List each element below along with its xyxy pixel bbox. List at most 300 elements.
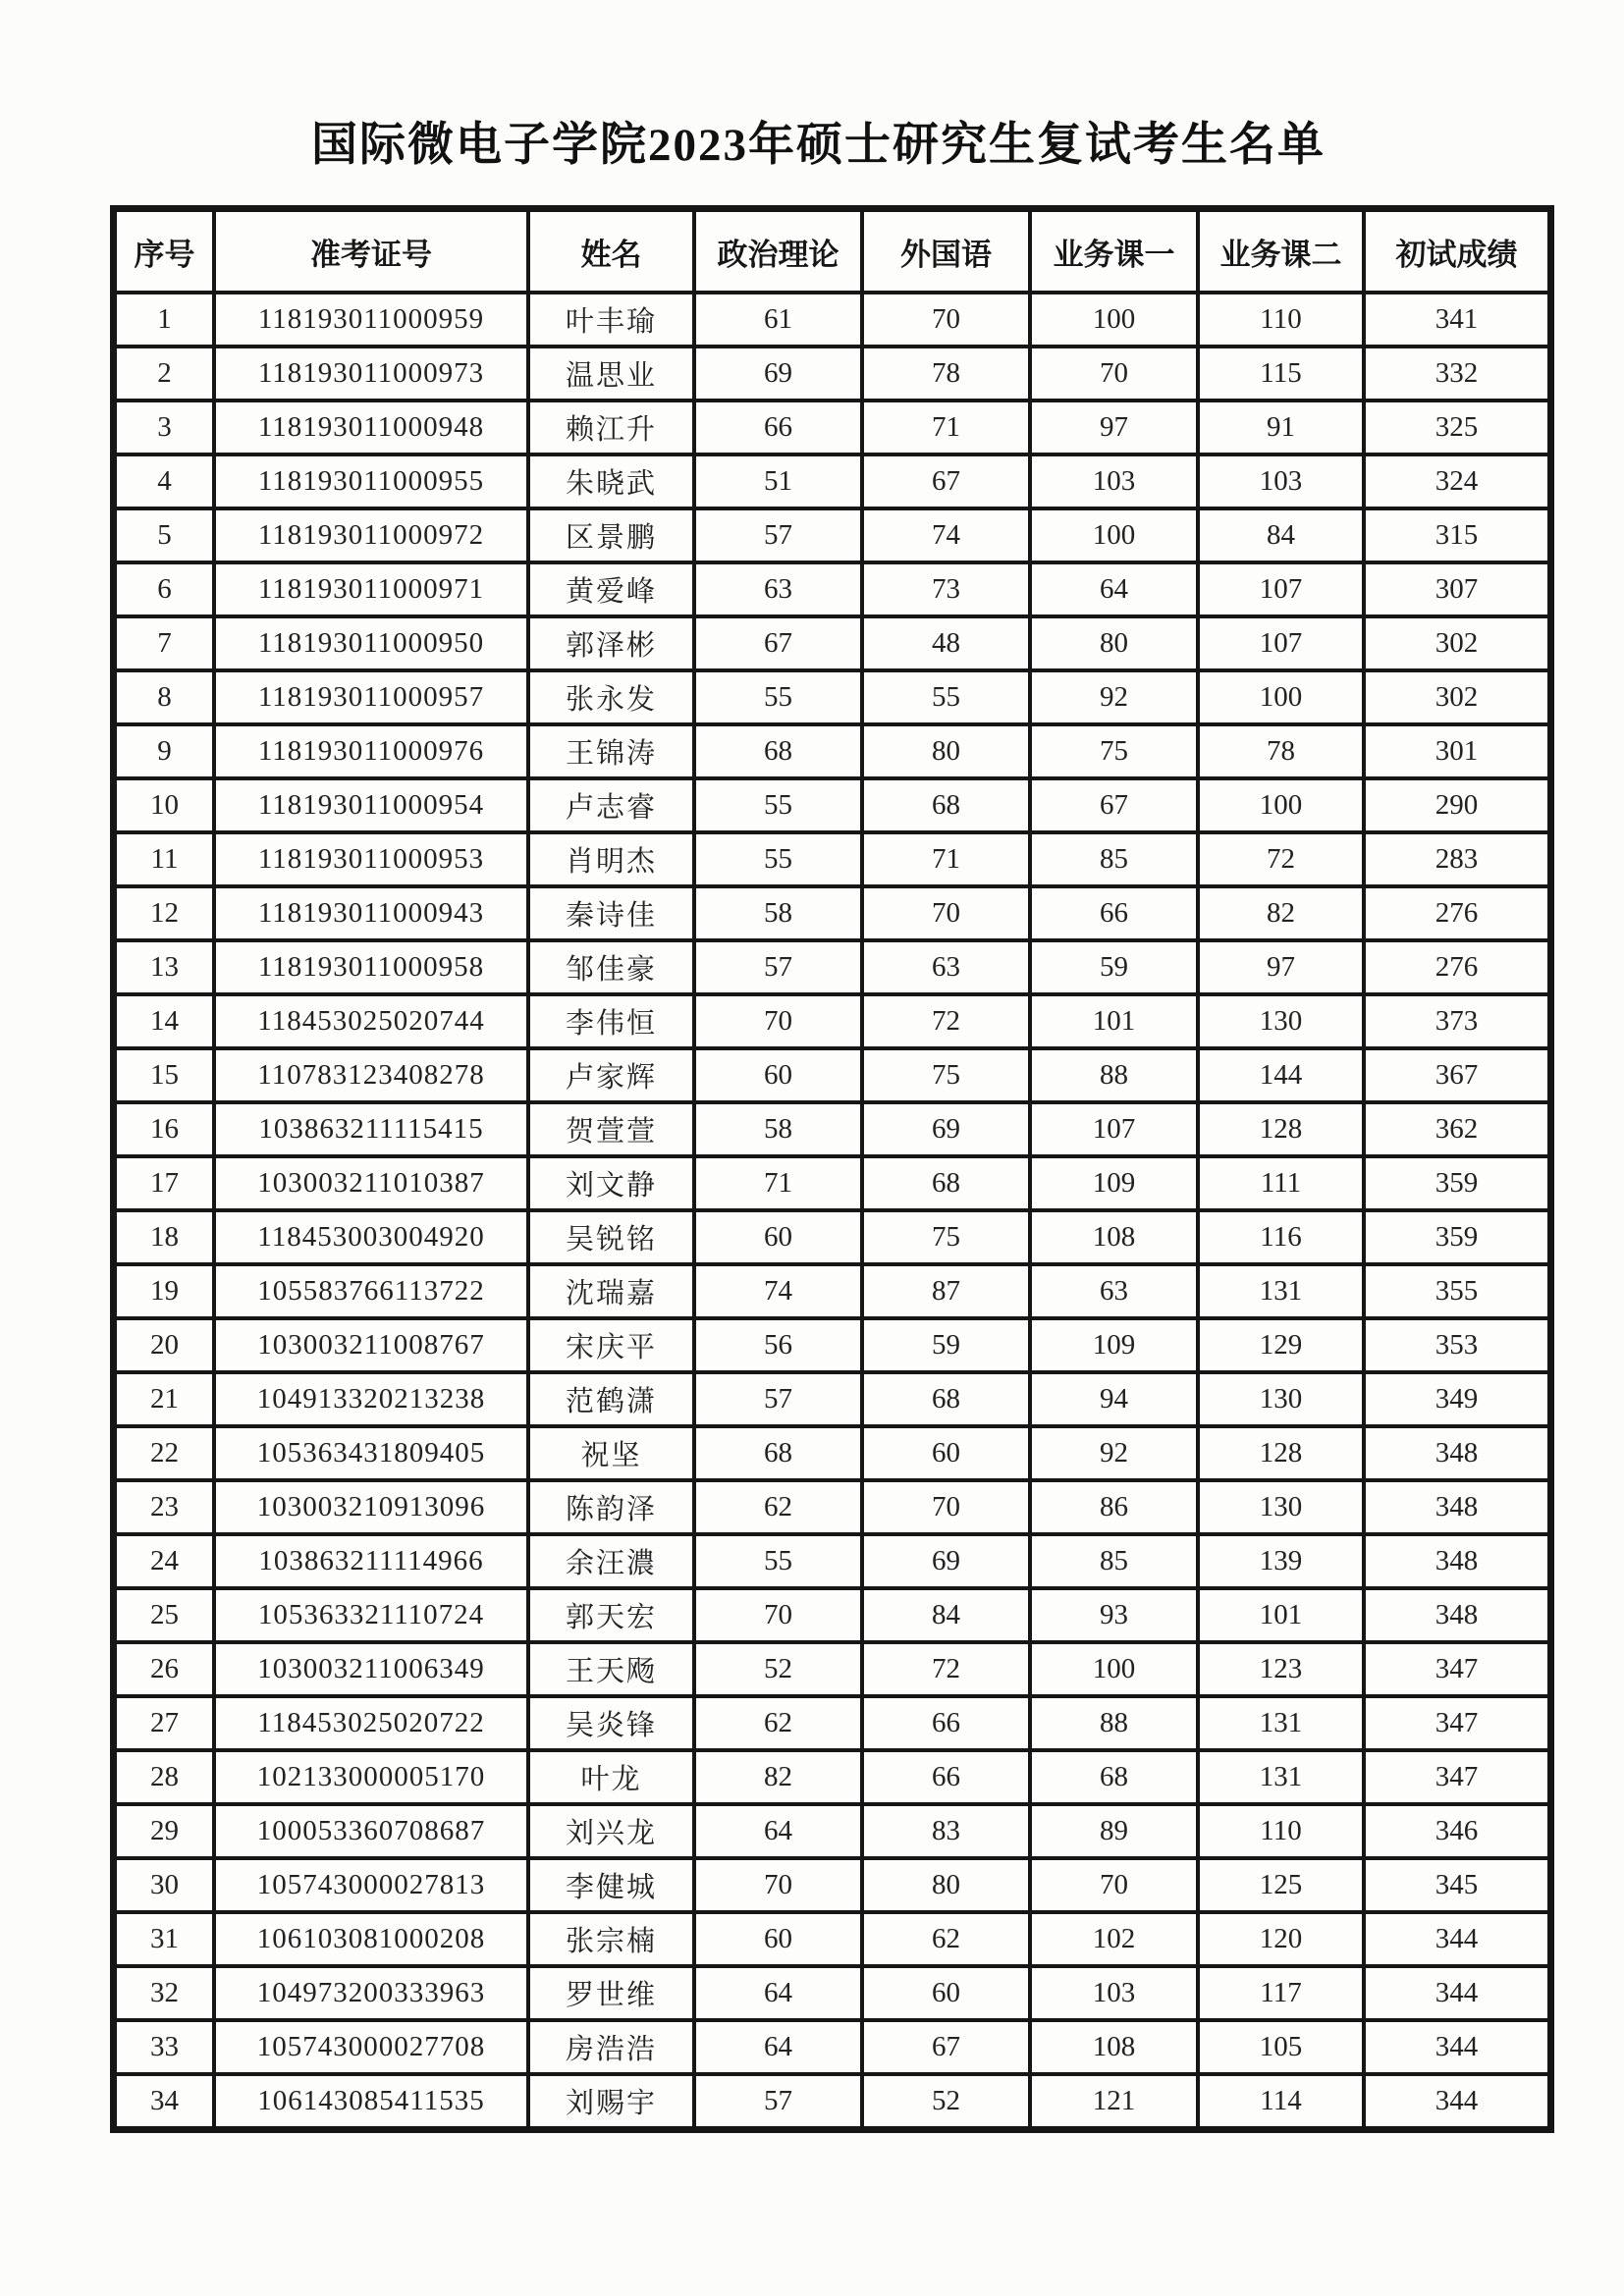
table-header bbox=[114, 209, 1551, 294]
cell-total-score: 315 bbox=[1364, 508, 1551, 562]
cell-course1-score: 92 bbox=[1030, 670, 1198, 724]
cell-course1-score: 67 bbox=[1030, 778, 1198, 832]
page-title: 国际微电子学院2023年硕士研究生复试考生名单 bbox=[311, 120, 1326, 171]
cell-foreign-language-score: 69 bbox=[862, 1102, 1030, 1156]
cell-admission-number: 118193011000973 bbox=[214, 347, 528, 400]
table-row bbox=[114, 1912, 1551, 1966]
cell-foreign-language-score: 73 bbox=[862, 562, 1030, 616]
cell-course2-score: 82 bbox=[1198, 886, 1364, 940]
cell-index: 18 bbox=[114, 1210, 215, 1264]
table-row bbox=[114, 562, 1551, 616]
cell-name: 余汪濃 bbox=[528, 1534, 694, 1588]
cell-foreign-language-score: 59 bbox=[862, 1318, 1030, 1372]
cell-total-score: 353 bbox=[1364, 1318, 1551, 1372]
cell-course1-score: 92 bbox=[1030, 1426, 1198, 1480]
cell-name: 宋庆平 bbox=[528, 1318, 694, 1372]
cell-foreign-language-score: 60 bbox=[862, 1426, 1030, 1480]
cell-admission-number: 102133000005170 bbox=[214, 1750, 528, 1804]
cell-name: 罗世维 bbox=[528, 1966, 694, 2020]
cell-foreign-language-score: 66 bbox=[862, 1750, 1030, 1804]
cell-admission-number: 103863211114966 bbox=[214, 1534, 528, 1588]
cell-politics-score: 66 bbox=[694, 400, 862, 454]
cell-course1-score: 100 bbox=[1030, 293, 1198, 347]
cell-name: 叶丰瑜 bbox=[528, 293, 694, 347]
cell-course1-score: 70 bbox=[1030, 1858, 1198, 1912]
cell-total-score: 283 bbox=[1364, 832, 1551, 886]
cell-admission-number: 105743000027708 bbox=[214, 2020, 528, 2074]
cell-course2-score: 111 bbox=[1198, 1156, 1364, 1210]
table-row bbox=[114, 1642, 1551, 1696]
table-row bbox=[114, 1804, 1551, 1858]
cell-foreign-language-score: 52 bbox=[862, 2074, 1030, 2130]
cell-total-score: 348 bbox=[1364, 1588, 1551, 1642]
cell-total-score: 348 bbox=[1364, 1480, 1551, 1534]
cell-admission-number: 100053360708687 bbox=[214, 1804, 528, 1858]
cell-course2-score: 114 bbox=[1198, 2074, 1364, 2130]
cell-admission-number: 103003211006349 bbox=[214, 1642, 528, 1696]
table-row bbox=[114, 1534, 1551, 1588]
cell-name: 朱晓武 bbox=[528, 454, 694, 508]
cell-index: 24 bbox=[114, 1534, 215, 1588]
cell-course2-score: 100 bbox=[1198, 778, 1364, 832]
cell-course2-score: 120 bbox=[1198, 1912, 1364, 1966]
cell-admission-number: 104913320213238 bbox=[214, 1372, 528, 1426]
cell-course1-score: 59 bbox=[1030, 940, 1198, 994]
col-header-name: 姓名 bbox=[528, 209, 694, 294]
cell-total-score: 362 bbox=[1364, 1102, 1551, 1156]
cell-name: 贺萱萱 bbox=[528, 1102, 694, 1156]
table-row bbox=[114, 2020, 1551, 2074]
cell-admission-number: 105743000027813 bbox=[214, 1858, 528, 1912]
cell-foreign-language-score: 62 bbox=[862, 1912, 1030, 1966]
cell-foreign-language-score: 75 bbox=[862, 1048, 1030, 1102]
cell-politics-score: 55 bbox=[694, 1534, 862, 1588]
cell-foreign-language-score: 80 bbox=[862, 1858, 1030, 1912]
cell-politics-score: 70 bbox=[694, 1858, 862, 1912]
table-row bbox=[114, 994, 1551, 1048]
table-row bbox=[114, 1750, 1551, 1804]
cell-total-score: 344 bbox=[1364, 2020, 1551, 2074]
cell-politics-score: 58 bbox=[694, 886, 862, 940]
cell-index: 11 bbox=[114, 832, 215, 886]
cell-index: 7 bbox=[114, 616, 215, 670]
cell-politics-score: 57 bbox=[694, 508, 862, 562]
cell-admission-number: 106143085411535 bbox=[214, 2074, 528, 2130]
cell-total-score: 344 bbox=[1364, 2074, 1551, 2130]
cell-name: 王锦涛 bbox=[528, 724, 694, 778]
cell-course2-score: 116 bbox=[1198, 1210, 1364, 1264]
cell-index: 12 bbox=[114, 886, 215, 940]
cell-politics-score: 62 bbox=[694, 1696, 862, 1750]
table-body bbox=[114, 293, 1551, 2130]
cell-course2-score: 139 bbox=[1198, 1534, 1364, 1588]
cell-total-score: 347 bbox=[1364, 1750, 1551, 1804]
cell-name: 刘赐宇 bbox=[528, 2074, 694, 2130]
cell-course1-score: 97 bbox=[1030, 400, 1198, 454]
cell-politics-score: 55 bbox=[694, 832, 862, 886]
table-row bbox=[114, 1264, 1551, 1318]
table-row bbox=[114, 1210, 1551, 1264]
cell-politics-score: 55 bbox=[694, 670, 862, 724]
table-row bbox=[114, 1426, 1551, 1480]
cell-name: 卢志睿 bbox=[528, 778, 694, 832]
cell-foreign-language-score: 66 bbox=[862, 1696, 1030, 1750]
header-row bbox=[114, 209, 1551, 294]
cell-politics-score: 57 bbox=[694, 1372, 862, 1426]
cell-course2-score: 130 bbox=[1198, 1480, 1364, 1534]
cell-index: 8 bbox=[114, 670, 215, 724]
cell-name: 沈瑞嘉 bbox=[528, 1264, 694, 1318]
col-header-course2-score: 业务课二 bbox=[1198, 209, 1364, 294]
cell-name: 卢家辉 bbox=[528, 1048, 694, 1102]
table-row bbox=[114, 1966, 1551, 2020]
cell-index: 27 bbox=[114, 1696, 215, 1750]
cell-name: 郭天宏 bbox=[528, 1588, 694, 1642]
cell-course2-score: 115 bbox=[1198, 347, 1364, 400]
cell-foreign-language-score: 60 bbox=[862, 1966, 1030, 2020]
table-row bbox=[114, 1858, 1551, 1912]
cell-politics-score: 57 bbox=[694, 2074, 862, 2130]
cell-foreign-language-score: 72 bbox=[862, 994, 1030, 1048]
cell-course1-score: 85 bbox=[1030, 1534, 1198, 1588]
cell-admission-number: 104973200333963 bbox=[214, 1966, 528, 2020]
cell-admission-number: 118453003004920 bbox=[214, 1210, 528, 1264]
cell-admission-number: 105363431809405 bbox=[214, 1426, 528, 1480]
cell-total-score: 302 bbox=[1364, 616, 1551, 670]
cell-admission-number: 118193011000959 bbox=[214, 293, 528, 347]
cell-admission-number: 118193011000954 bbox=[214, 778, 528, 832]
cell-admission-number: 118193011000958 bbox=[214, 940, 528, 994]
cell-total-score: 367 bbox=[1364, 1048, 1551, 1102]
cell-foreign-language-score: 83 bbox=[862, 1804, 1030, 1858]
cell-foreign-language-score: 80 bbox=[862, 724, 1030, 778]
cell-foreign-language-score: 70 bbox=[862, 886, 1030, 940]
cell-name: 刘文静 bbox=[528, 1156, 694, 1210]
cell-course2-score: 97 bbox=[1198, 940, 1364, 994]
table-row bbox=[114, 347, 1551, 400]
cell-name: 李健城 bbox=[528, 1858, 694, 1912]
cell-course1-score: 121 bbox=[1030, 2074, 1198, 2130]
cell-total-score: 325 bbox=[1364, 400, 1551, 454]
table-row bbox=[114, 724, 1551, 778]
cell-total-score: 341 bbox=[1364, 293, 1551, 347]
cell-course1-score: 93 bbox=[1030, 1588, 1198, 1642]
cell-index: 33 bbox=[114, 2020, 215, 2074]
cell-politics-score: 60 bbox=[694, 1210, 862, 1264]
cell-index: 23 bbox=[114, 1480, 215, 1534]
table-row bbox=[114, 1318, 1551, 1372]
cell-admission-number: 118453025020722 bbox=[214, 1696, 528, 1750]
cell-total-score: 373 bbox=[1364, 994, 1551, 1048]
cell-course1-score: 64 bbox=[1030, 562, 1198, 616]
cell-course2-score: 107 bbox=[1198, 562, 1364, 616]
cell-index: 4 bbox=[114, 454, 215, 508]
cell-foreign-language-score: 78 bbox=[862, 347, 1030, 400]
cell-total-score: 290 bbox=[1364, 778, 1551, 832]
cell-course1-score: 107 bbox=[1030, 1102, 1198, 1156]
cell-foreign-language-score: 69 bbox=[862, 1534, 1030, 1588]
cell-course2-score: 72 bbox=[1198, 832, 1364, 886]
cell-index: 2 bbox=[114, 347, 215, 400]
cell-course1-score: 108 bbox=[1030, 1210, 1198, 1264]
table-row bbox=[114, 454, 1551, 508]
cell-politics-score: 70 bbox=[694, 994, 862, 1048]
cell-admission-number: 103003211010387 bbox=[214, 1156, 528, 1210]
table-row bbox=[114, 886, 1551, 940]
cell-index: 1 bbox=[114, 293, 215, 347]
cell-course1-score: 108 bbox=[1030, 2020, 1198, 2074]
cell-index: 31 bbox=[114, 1912, 215, 1966]
cell-total-score: 302 bbox=[1364, 670, 1551, 724]
cell-politics-score: 64 bbox=[694, 1966, 862, 2020]
cell-course2-score: 107 bbox=[1198, 616, 1364, 670]
cell-admission-number: 118193011000948 bbox=[214, 400, 528, 454]
cell-total-score: 348 bbox=[1364, 1534, 1551, 1588]
cell-politics-score: 74 bbox=[694, 1264, 862, 1318]
col-header-total-score: 初试成绩 bbox=[1364, 209, 1551, 294]
cell-total-score: 345 bbox=[1364, 1858, 1551, 1912]
cell-politics-score: 51 bbox=[694, 454, 862, 508]
cell-foreign-language-score: 70 bbox=[862, 293, 1030, 347]
cell-name: 吴炎锋 bbox=[528, 1696, 694, 1750]
col-header-politics-score: 政治理论 bbox=[694, 209, 862, 294]
cell-name: 赖江升 bbox=[528, 400, 694, 454]
col-header-index: 序号 bbox=[114, 209, 215, 294]
cell-course1-score: 102 bbox=[1030, 1912, 1198, 1966]
cell-foreign-language-score: 68 bbox=[862, 1372, 1030, 1426]
cell-course2-score: 103 bbox=[1198, 454, 1364, 508]
cell-politics-score: 61 bbox=[694, 293, 862, 347]
cell-course1-score: 88 bbox=[1030, 1696, 1198, 1750]
cell-admission-number: 118193011000950 bbox=[214, 616, 528, 670]
cell-total-score: 332 bbox=[1364, 347, 1551, 400]
cell-index: 34 bbox=[114, 2074, 215, 2130]
cell-course1-score: 89 bbox=[1030, 1804, 1198, 1858]
cell-name: 秦诗佳 bbox=[528, 886, 694, 940]
cell-course2-score: 129 bbox=[1198, 1318, 1364, 1372]
table-row bbox=[114, 832, 1551, 886]
cell-politics-score: 68 bbox=[694, 1426, 862, 1480]
cell-index: 17 bbox=[114, 1156, 215, 1210]
cell-politics-score: 69 bbox=[694, 347, 862, 400]
cell-total-score: 344 bbox=[1364, 1966, 1551, 2020]
cell-foreign-language-score: 72 bbox=[862, 1642, 1030, 1696]
cell-course2-score: 91 bbox=[1198, 400, 1364, 454]
cell-course2-score: 84 bbox=[1198, 508, 1364, 562]
cell-name: 陈韵泽 bbox=[528, 1480, 694, 1534]
cell-name: 房浩浩 bbox=[528, 2020, 694, 2074]
candidate-roster-table bbox=[110, 205, 1554, 2133]
cell-index: 9 bbox=[114, 724, 215, 778]
cell-name: 张宗楠 bbox=[528, 1912, 694, 1966]
cell-course2-score: 78 bbox=[1198, 724, 1364, 778]
cell-foreign-language-score: 55 bbox=[862, 670, 1030, 724]
table-row bbox=[114, 616, 1551, 670]
cell-admission-number: 106103081000208 bbox=[214, 1912, 528, 1966]
cell-course2-score: 144 bbox=[1198, 1048, 1364, 1102]
cell-course2-score: 130 bbox=[1198, 994, 1364, 1048]
cell-foreign-language-score: 68 bbox=[862, 778, 1030, 832]
cell-politics-score: 63 bbox=[694, 562, 862, 616]
cell-admission-number: 105583766113722 bbox=[214, 1264, 528, 1318]
col-header-admission-number: 准考证号 bbox=[214, 209, 528, 294]
cell-name: 范鹤潇 bbox=[528, 1372, 694, 1426]
cell-foreign-language-score: 75 bbox=[862, 1210, 1030, 1264]
cell-index: 14 bbox=[114, 994, 215, 1048]
cell-total-score: 344 bbox=[1364, 1912, 1551, 1966]
cell-admission-number: 118193011000971 bbox=[214, 562, 528, 616]
table-row bbox=[114, 2074, 1551, 2130]
cell-politics-score: 68 bbox=[694, 724, 862, 778]
cell-politics-score: 58 bbox=[694, 1102, 862, 1156]
cell-course1-score: 103 bbox=[1030, 454, 1198, 508]
cell-index: 30 bbox=[114, 1858, 215, 1912]
cell-total-score: 349 bbox=[1364, 1372, 1551, 1426]
cell-politics-score: 82 bbox=[694, 1750, 862, 1804]
cell-course1-score: 80 bbox=[1030, 616, 1198, 670]
table-row bbox=[114, 940, 1551, 994]
cell-index: 28 bbox=[114, 1750, 215, 1804]
cell-course1-score: 66 bbox=[1030, 886, 1198, 940]
cell-admission-number: 118193011000955 bbox=[214, 454, 528, 508]
cell-foreign-language-score: 70 bbox=[862, 1480, 1030, 1534]
table-row bbox=[114, 1372, 1551, 1426]
cell-course2-score: 117 bbox=[1198, 1966, 1364, 2020]
col-header-course1-score: 业务课一 bbox=[1030, 209, 1198, 294]
cell-name: 吴锐铭 bbox=[528, 1210, 694, 1264]
cell-course1-score: 75 bbox=[1030, 724, 1198, 778]
cell-total-score: 276 bbox=[1364, 940, 1551, 994]
cell-course2-score: 105 bbox=[1198, 2020, 1364, 2074]
table-row bbox=[114, 1480, 1551, 1534]
cell-total-score: 347 bbox=[1364, 1642, 1551, 1696]
cell-admission-number: 118193011000953 bbox=[214, 832, 528, 886]
cell-politics-score: 67 bbox=[694, 616, 862, 670]
cell-admission-number: 118193011000957 bbox=[214, 670, 528, 724]
cell-course2-score: 131 bbox=[1198, 1750, 1364, 1804]
cell-name: 区景鹏 bbox=[528, 508, 694, 562]
cell-admission-number: 118193011000972 bbox=[214, 508, 528, 562]
cell-admission-number: 110783123408278 bbox=[214, 1048, 528, 1102]
cell-index: 5 bbox=[114, 508, 215, 562]
cell-total-score: 348 bbox=[1364, 1426, 1551, 1480]
cell-politics-score: 64 bbox=[694, 2020, 862, 2074]
cell-politics-score: 55 bbox=[694, 778, 862, 832]
cell-foreign-language-score: 63 bbox=[862, 940, 1030, 994]
cell-course2-score: 110 bbox=[1198, 293, 1364, 347]
cell-course1-score: 85 bbox=[1030, 832, 1198, 886]
table-row bbox=[114, 1156, 1551, 1210]
table-row bbox=[114, 778, 1551, 832]
cell-politics-score: 70 bbox=[694, 1588, 862, 1642]
cell-name: 温思业 bbox=[528, 347, 694, 400]
cell-course2-score: 131 bbox=[1198, 1264, 1364, 1318]
cell-course2-score: 128 bbox=[1198, 1426, 1364, 1480]
cell-course1-score: 63 bbox=[1030, 1264, 1198, 1318]
table-row bbox=[114, 400, 1551, 454]
cell-total-score: 301 bbox=[1364, 724, 1551, 778]
cell-politics-score: 60 bbox=[694, 1048, 862, 1102]
cell-name: 黄爱峰 bbox=[528, 562, 694, 616]
cell-admission-number: 118193011000943 bbox=[214, 886, 528, 940]
cell-index: 29 bbox=[114, 1804, 215, 1858]
cell-total-score: 307 bbox=[1364, 562, 1551, 616]
cell-name: 祝坚 bbox=[528, 1426, 694, 1480]
cell-index: 26 bbox=[114, 1642, 215, 1696]
cell-course2-score: 128 bbox=[1198, 1102, 1364, 1156]
cell-course1-score: 109 bbox=[1030, 1318, 1198, 1372]
cell-name: 张永发 bbox=[528, 670, 694, 724]
cell-course2-score: 100 bbox=[1198, 670, 1364, 724]
cell-foreign-language-score: 68 bbox=[862, 1156, 1030, 1210]
cell-course1-score: 68 bbox=[1030, 1750, 1198, 1804]
cell-index: 13 bbox=[114, 940, 215, 994]
cell-index: 22 bbox=[114, 1426, 215, 1480]
col-header-foreign-language-score: 外国语 bbox=[862, 209, 1030, 294]
cell-foreign-language-score: 71 bbox=[862, 400, 1030, 454]
table-row bbox=[114, 1588, 1551, 1642]
cell-politics-score: 71 bbox=[694, 1156, 862, 1210]
table-row bbox=[114, 508, 1551, 562]
table-row bbox=[114, 1696, 1551, 1750]
cell-course1-score: 109 bbox=[1030, 1156, 1198, 1210]
cell-name: 王天飏 bbox=[528, 1642, 694, 1696]
cell-index: 25 bbox=[114, 1588, 215, 1642]
cell-politics-score: 62 bbox=[694, 1480, 862, 1534]
cell-course1-score: 86 bbox=[1030, 1480, 1198, 1534]
cell-course1-score: 70 bbox=[1030, 347, 1198, 400]
cell-total-score: 359 bbox=[1364, 1210, 1551, 1264]
cell-name: 李伟恒 bbox=[528, 994, 694, 1048]
cell-index: 15 bbox=[114, 1048, 215, 1102]
cell-politics-score: 56 bbox=[694, 1318, 862, 1372]
cell-course2-score: 131 bbox=[1198, 1696, 1364, 1750]
cell-course1-score: 88 bbox=[1030, 1048, 1198, 1102]
cell-foreign-language-score: 74 bbox=[862, 508, 1030, 562]
cell-course1-score: 103 bbox=[1030, 1966, 1198, 2020]
cell-admission-number: 118193011000976 bbox=[214, 724, 528, 778]
cell-admission-number: 103863211115415 bbox=[214, 1102, 528, 1156]
cell-name: 叶龙 bbox=[528, 1750, 694, 1804]
cell-name: 刘兴龙 bbox=[528, 1804, 694, 1858]
cell-course2-score: 110 bbox=[1198, 1804, 1364, 1858]
table-row bbox=[114, 670, 1551, 724]
cell-total-score: 355 bbox=[1364, 1264, 1551, 1318]
table-row bbox=[114, 1048, 1551, 1102]
cell-course2-score: 130 bbox=[1198, 1372, 1364, 1426]
cell-foreign-language-score: 67 bbox=[862, 2020, 1030, 2074]
cell-index: 21 bbox=[114, 1372, 215, 1426]
cell-course2-score: 101 bbox=[1198, 1588, 1364, 1642]
cell-admission-number: 105363321110724 bbox=[214, 1588, 528, 1642]
cell-name: 郭泽彬 bbox=[528, 616, 694, 670]
cell-politics-score: 60 bbox=[694, 1912, 862, 1966]
cell-foreign-language-score: 87 bbox=[862, 1264, 1030, 1318]
cell-admission-number: 103003210913096 bbox=[214, 1480, 528, 1534]
cell-index: 32 bbox=[114, 1966, 215, 2020]
cell-admission-number: 118453025020744 bbox=[214, 994, 528, 1048]
cell-name: 肖明杰 bbox=[528, 832, 694, 886]
cell-index: 6 bbox=[114, 562, 215, 616]
cell-politics-score: 57 bbox=[694, 940, 862, 994]
cell-course1-score: 100 bbox=[1030, 508, 1198, 562]
table-row bbox=[114, 293, 1551, 347]
cell-course2-score: 125 bbox=[1198, 1858, 1364, 1912]
cell-index: 20 bbox=[114, 1318, 215, 1372]
table-row bbox=[114, 1102, 1551, 1156]
cell-admission-number: 103003211008767 bbox=[214, 1318, 528, 1372]
cell-course1-score: 94 bbox=[1030, 1372, 1198, 1426]
